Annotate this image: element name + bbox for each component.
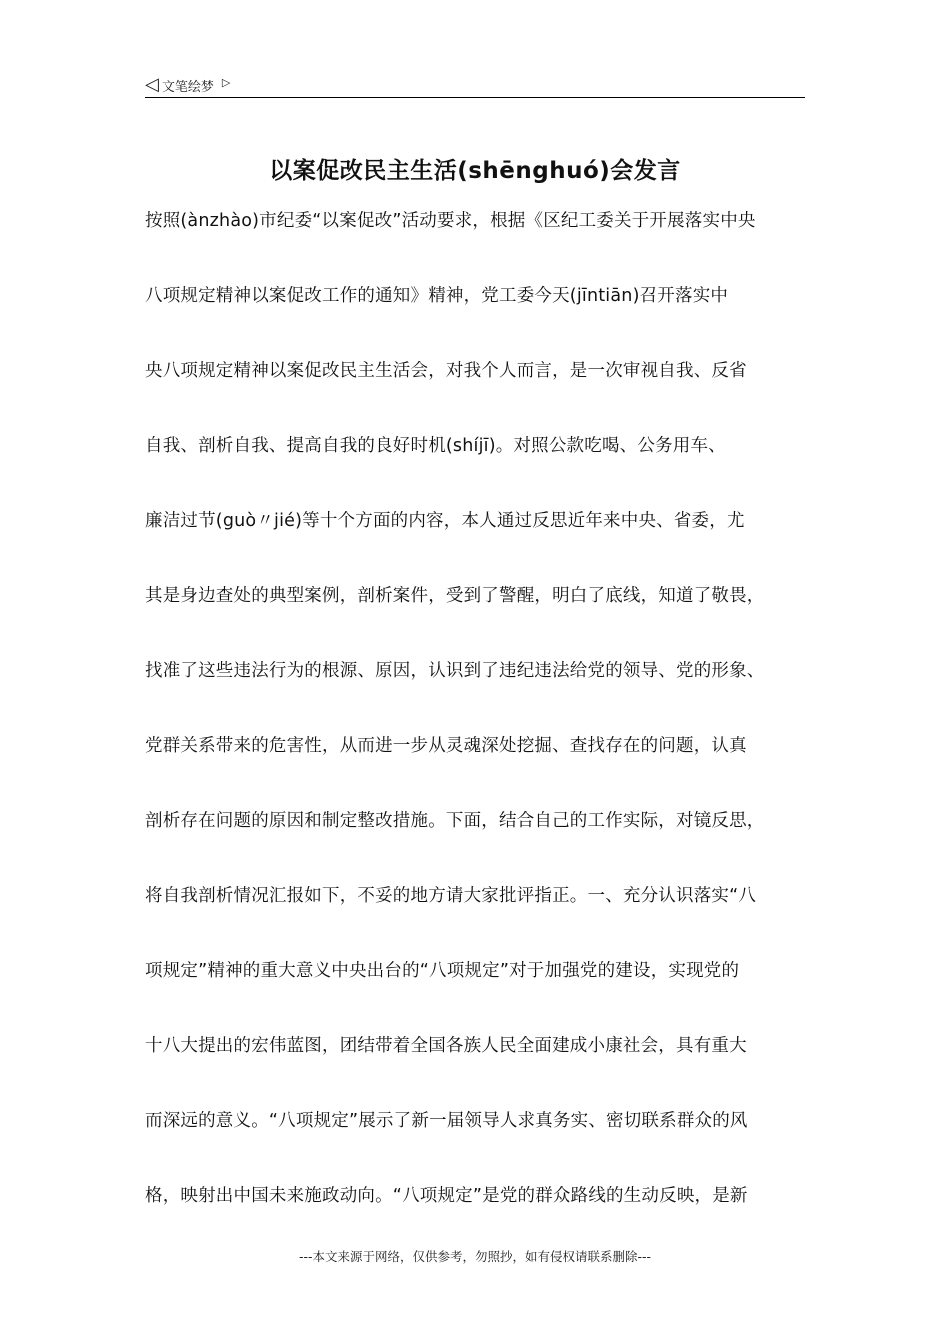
page-footer: ---本文来源于网络，仅供参考，勿照抄，如有侵权请联系删除---	[298, 1249, 652, 1264]
body-line: 而深远的意义。“八项规定”展示了新一届领导人求真务实、密切联系群众的风	[145, 1111, 748, 1131]
right-triangle-icon: ▷	[221, 75, 231, 89]
body-line: 项规定”精神的重大意义中央出台的“八项规定”对于加强党的建设，实现党的	[145, 961, 740, 981]
body-line: 八项规定精神以案促改工作的通知》精神，党工委今天(jīntiān)召开落实中	[145, 286, 729, 306]
body-line: 十八大提出的宏伟蓝图，团结带着全国各族人民全面建成小康社会，具有重大	[145, 1036, 747, 1056]
body-line: 央八项规定精神以案促改民主生活会，对我个人而言，是一次审视自我、反省	[145, 361, 747, 381]
body-line: 剖析存在问题的原因和制定整改措施。下面，结合自己的工作实际，对镜反思，	[145, 811, 765, 831]
header-label: 文笔绘梦	[161, 79, 214, 95]
header-divider	[145, 97, 805, 98]
document-title: 以案促改民主生活(shēnghuó)会发言	[269, 158, 681, 184]
body-line: 找准了这些违法行为的根源、原因，认识到了违纪违法给党的领导、党的形象、	[145, 661, 765, 681]
body-line: 按照(ànzhào)市纪委“以案促改”活动要求，根据《区纪工委关于开展落实中央	[145, 211, 756, 231]
left-triangle-icon: ◁	[145, 74, 159, 95]
body-line: 其是身边查处的典型案例，剖析案件，受到了警醒，明白了底线，知道了敬畏，	[145, 586, 765, 606]
page-header	[145, 74, 805, 96]
body-line: 党群关系带来的危害性，从而进一步从灵魂深处挖掘、查找存在的问题，认真	[145, 736, 747, 756]
body-line: 格，映射出中国未来施政动向。“八项规定”是党的群众路线的生动反映，是新	[145, 1186, 748, 1206]
body-line: 将自我剖析情况汇报如下，不妥的地方请大家批评指正。一、充分认识落实“八	[145, 886, 757, 906]
body-line: 自我、剖析自我、提高自我的良好时机(shíjī)。对照公款吃喝、公务用车、	[145, 436, 726, 456]
body-line: 廉洁过节(guò〃jié)等十个方面的内容，本人通过反思近年来中央、省委，尤	[145, 511, 745, 531]
